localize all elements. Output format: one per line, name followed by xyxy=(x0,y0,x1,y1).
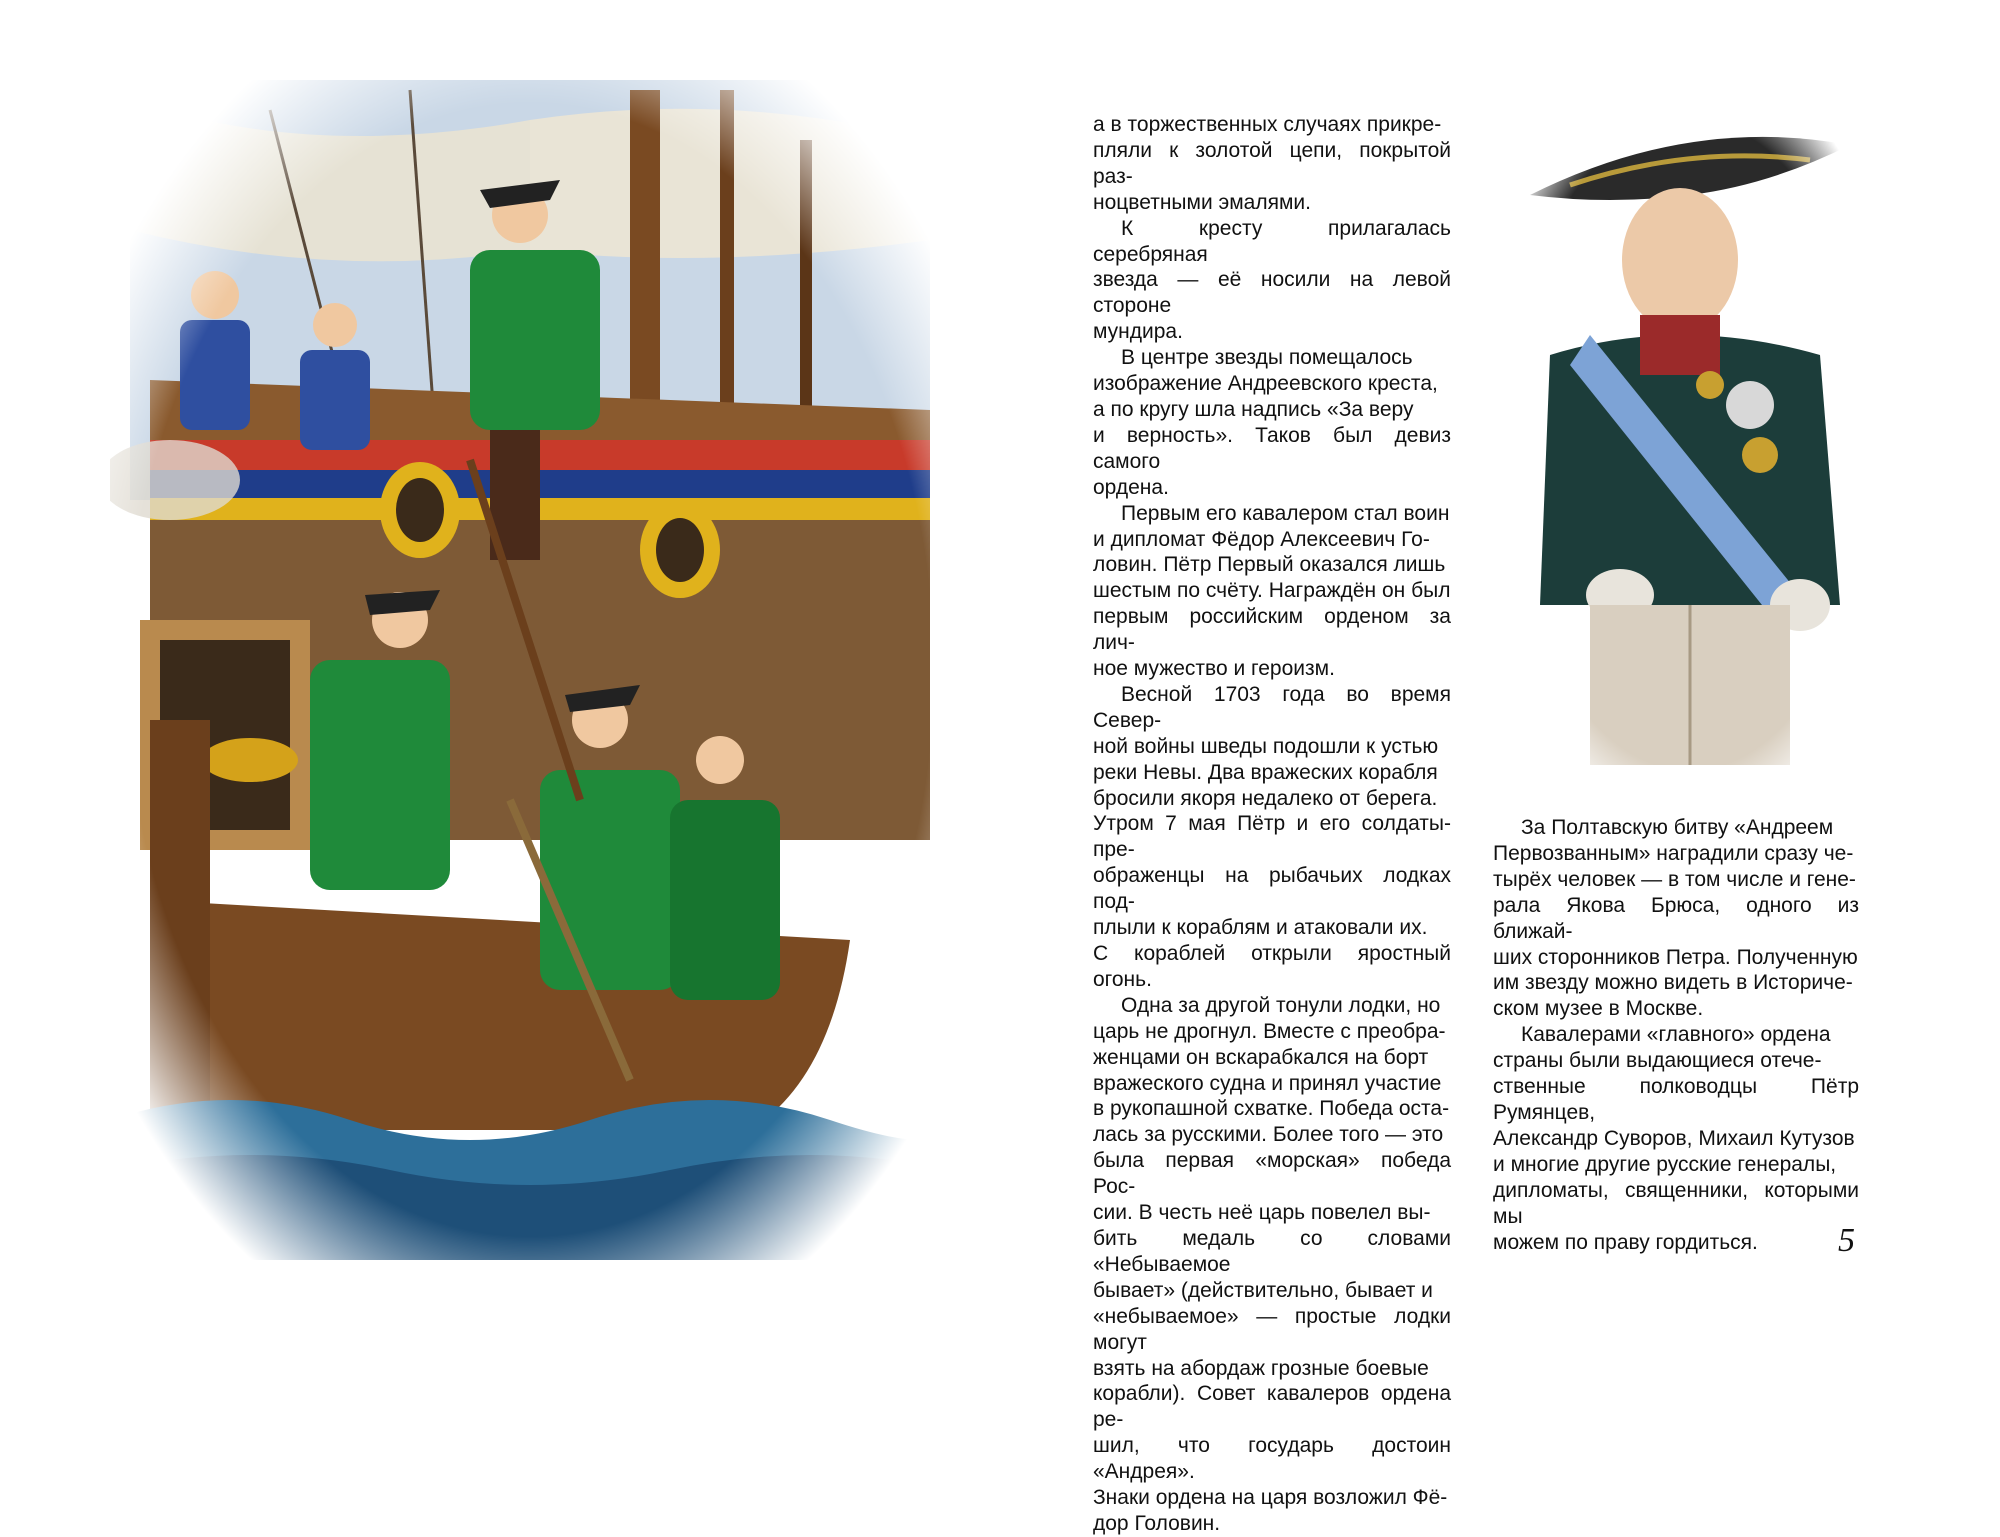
text-line: звезда — её носили на левой стороне xyxy=(1093,268,1451,318)
text-line: реки Невы. Два вражеских корабля xyxy=(1093,760,1438,784)
text-line: в рукопашной схватке. Победа оста- xyxy=(1093,1097,1450,1121)
text-line: Утром 7 мая Пётр и его солдаты-пре- xyxy=(1093,812,1451,862)
paragraph xyxy=(1093,216,1451,346)
text-line: мундира. xyxy=(1093,320,1183,344)
text-line: Александр Суворов, Михаил Кутузов xyxy=(1493,1126,1855,1150)
text-line: ображенцы на рыбачьих лодках под- xyxy=(1093,864,1451,914)
naval-battle-illustration xyxy=(110,80,950,1260)
text-line: С кораблей открыли яростный огонь. xyxy=(1093,942,1451,991)
text-line: ной войны шведы подошли к устью xyxy=(1093,734,1439,758)
text-line: сии. В честь неё царь повелел вы- xyxy=(1093,1201,1431,1225)
paragraph xyxy=(1093,993,1451,1537)
paragraph xyxy=(1093,501,1451,682)
text-line: плыли к кораблям и атаковали их. xyxy=(1093,916,1428,940)
text-line: и дипломат Фёдор Алексеевич Го- xyxy=(1093,527,1430,551)
text-line: ших сторонников Петра. Полученную xyxy=(1493,945,1858,969)
text-line: пляли к золотой цепи, покрытой раз- xyxy=(1093,138,1451,188)
text-line: шестым по счёту. Награждён он был xyxy=(1093,579,1451,603)
main-text-column xyxy=(1093,112,1451,1537)
text-line: Весной 1703 года во время Север- xyxy=(1093,682,1451,732)
text-line: Одна за другой тонули лодки, но xyxy=(1121,993,1441,1017)
text-line: дипломаты, священники, которыми мы xyxy=(1493,1178,1859,1228)
paragraph xyxy=(1093,345,1451,500)
text-line: царь не дрогнул. Вместе с преобра- xyxy=(1093,1019,1446,1043)
text-line: Первозванным» наградили сразу че- xyxy=(1493,841,1854,865)
text-line: Кавалерами «главного» ордена xyxy=(1521,1023,1831,1047)
text-line: а в торжественных случаях прикре- xyxy=(1093,113,1442,136)
paragraph xyxy=(1093,112,1451,216)
side-text-column xyxy=(1493,815,1859,1255)
text-line: К кресту прилагалась серебряная xyxy=(1093,216,1451,266)
text-line: бить медаль со словами «Небываемое xyxy=(1093,1226,1451,1276)
text-line: В центре звезды помещалось xyxy=(1121,346,1413,370)
text-line: женцами он вскарабкался на борт xyxy=(1093,1045,1429,1069)
paragraph xyxy=(1493,1022,1859,1255)
general-portrait-illustration xyxy=(1510,125,1870,765)
text-line: им звезду можно видеть в Историче- xyxy=(1493,971,1853,995)
text-line: бывает» (действительно, бывает и xyxy=(1093,1278,1433,1302)
text-line: рала Якова Брюса, одного из ближай- xyxy=(1493,893,1859,943)
text-line: Первым его кавалером стал воин xyxy=(1121,501,1450,525)
text-line: и верность». Таков был девиз самого xyxy=(1093,423,1451,473)
text-line: а по кругу шла надпись «За веру xyxy=(1093,397,1414,421)
text-line: лась за русскими. Более того — это xyxy=(1093,1123,1444,1147)
page-number: 5 xyxy=(1838,1222,1855,1259)
text-line: вражеского судна и принял участие xyxy=(1093,1071,1442,1095)
text-line: ловин. Пётр Первый оказался лишь xyxy=(1093,553,1446,577)
text-line: можем по праву гордиться. xyxy=(1493,1230,1758,1254)
text-line: и многие другие русские генералы, xyxy=(1493,1152,1837,1176)
paragraph xyxy=(1493,815,1859,1022)
text-line: За Полтавскую битву «Андреем xyxy=(1521,816,1834,839)
text-line: шил, что государь достоин «Андрея». xyxy=(1093,1434,1451,1484)
text-line: страны были выдающиеся отече- xyxy=(1493,1049,1822,1073)
text-line: ственные полководцы Пётр Румянцев, xyxy=(1493,1075,1859,1124)
text-line: изображение Андреевского креста, xyxy=(1093,372,1438,396)
text-line: была первая «морская» победа Рос- xyxy=(1093,1149,1451,1199)
text-line: «небываемое» — простые лодки могут xyxy=(1093,1304,1451,1354)
text-line: тырёх человек — в том числе и гене- xyxy=(1493,867,1856,891)
text-line: ное мужество и героизм. xyxy=(1093,657,1335,681)
paragraph xyxy=(1093,682,1451,993)
text-line: Знаки ордена на царя возложил Фё- xyxy=(1093,1486,1448,1510)
text-line: дор Головин. xyxy=(1093,1511,1221,1535)
text-line: корабли). Совет кавалеров ордена ре- xyxy=(1093,1382,1451,1432)
text-line: взять на абордаж грозные боевые xyxy=(1093,1356,1429,1380)
text-line: ордена. xyxy=(1093,475,1169,499)
text-line: ноцветными эмалями. xyxy=(1093,190,1311,214)
text-line: ском музее в Москве. xyxy=(1493,997,1704,1021)
text-line: бросили якоря недалеко от берега. xyxy=(1093,786,1438,810)
text-line: первым российским орденом за лич- xyxy=(1093,605,1451,655)
